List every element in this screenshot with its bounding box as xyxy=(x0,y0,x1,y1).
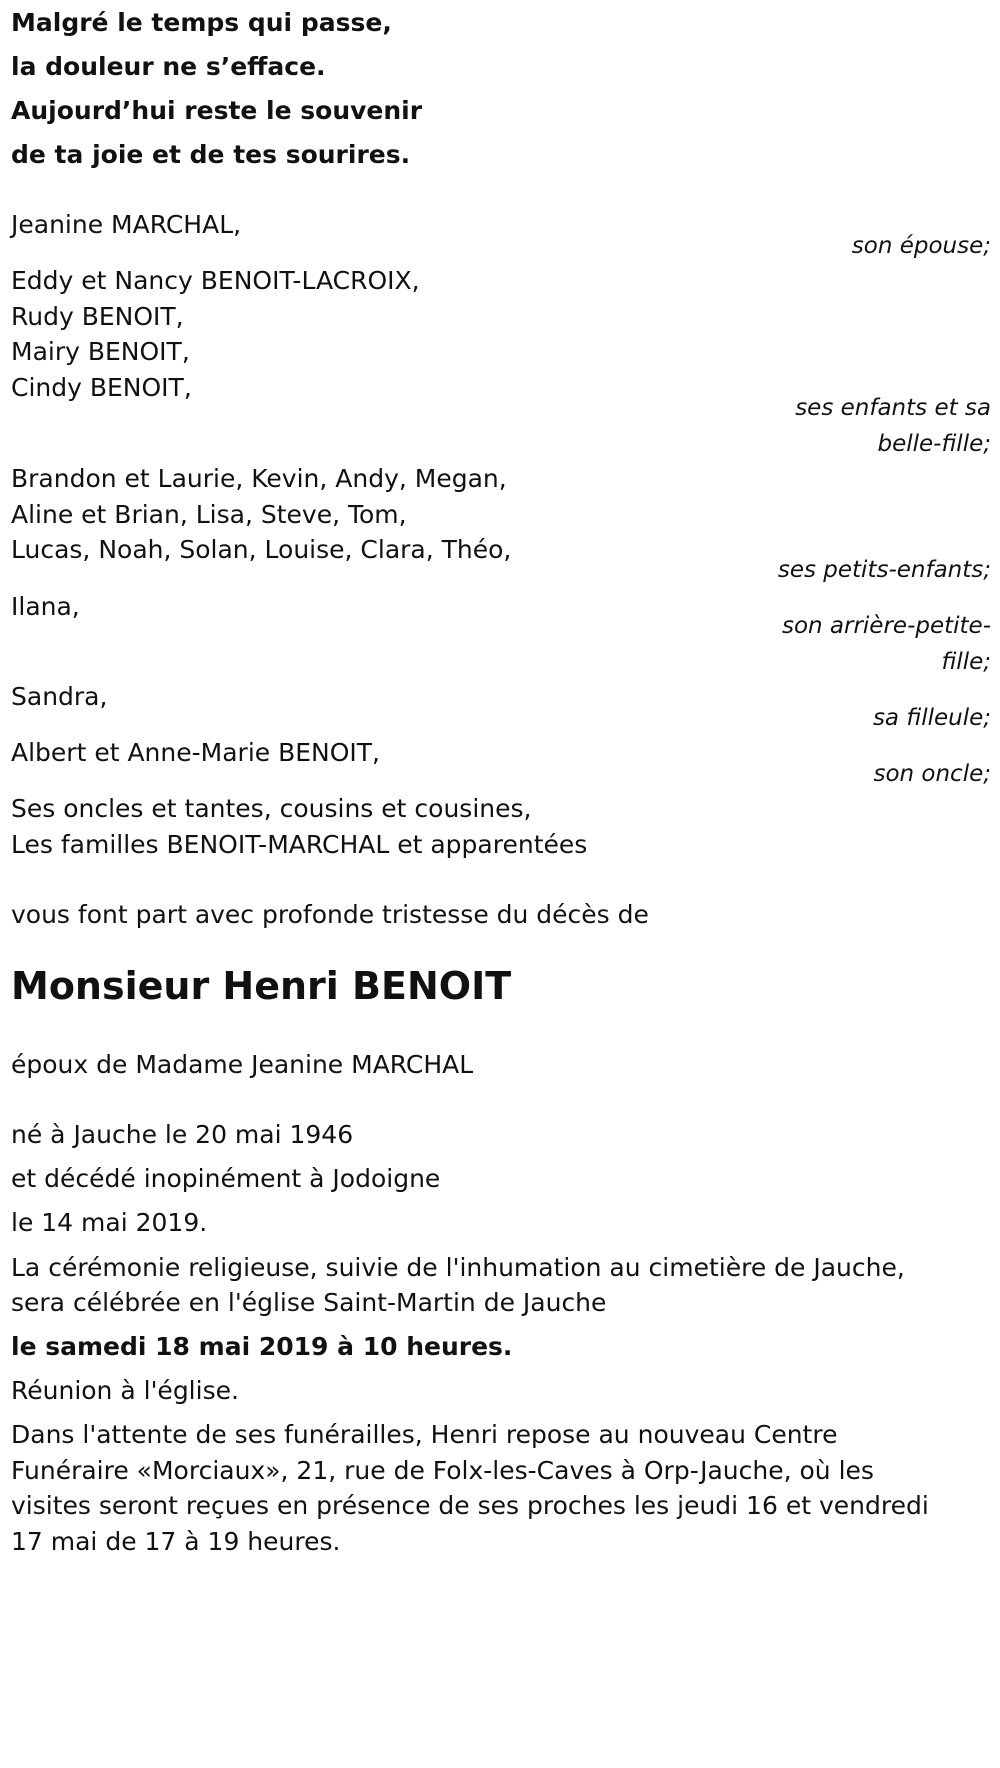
grandchildren-line: Aline et Brian, Lisa, Steve, Tom, xyxy=(11,500,407,529)
ceremony-line: sera célébrée en l'église Saint-Martin de Jauche xyxy=(11,1288,607,1317)
great-grandchild-name: Ilana, xyxy=(11,592,80,621)
children-role: ses enfants et sa xyxy=(795,395,991,421)
date-line: né à Jauche le 20 mai 1946 xyxy=(11,1120,354,1149)
child-name: Cindy BENOIT, xyxy=(11,373,192,402)
others-line: Les familles BENOIT-MARCHAL et apparentées xyxy=(11,830,588,859)
great-grandchild-role: son arrière-petite- xyxy=(781,613,991,639)
ceremony-line: La cérémonie religieuse, suivie de l'inhumation au cimetière de Jauche, xyxy=(11,1253,905,1282)
visits-line: 17 mai de 17 à 19 heures. xyxy=(11,1527,341,1556)
visits-line: visites seront reçues en présence de ses proches les jeudi 16 et vendredi xyxy=(11,1491,929,1520)
spouse-name: Jeanine MARCHAL, xyxy=(11,210,242,239)
goddaughter-role: sa filleule; xyxy=(872,705,991,731)
child-name: Rudy BENOIT, xyxy=(11,302,184,331)
visits-line: Dans l'attente de ses funérailles, Henri repose au nouveau Centre xyxy=(11,1420,838,1449)
spouse-role: son épouse; xyxy=(851,233,991,259)
uncle-name: Albert et Anne-Marie BENOIT, xyxy=(11,738,381,767)
meeting-line: Réunion à l'église. xyxy=(11,1376,239,1405)
children-role: belle-fille; xyxy=(877,431,991,457)
visits-line: Funéraire «Morciaux», 21, rue de Folx-les-Caves à Orp-Jauche, où les xyxy=(11,1456,874,1485)
uncle-role: son oncle; xyxy=(873,761,991,787)
poem-line: Malgré le temps qui passe, xyxy=(11,8,392,37)
date-line: le 14 mai 2019. xyxy=(11,1208,208,1237)
spouse-line: époux de Madame Jeanine MARCHAL xyxy=(11,1050,474,1079)
deceased-name: Monsieur Henri BENOIT xyxy=(11,964,512,1008)
child-name: Eddy et Nancy BENOIT-LACROIX, xyxy=(11,266,420,295)
child-name: Mairy BENOIT, xyxy=(11,337,190,366)
others-line: Ses oncles et tantes, cousins et cousines, xyxy=(11,794,532,823)
great-grandchild-role: fille; xyxy=(941,649,991,675)
grandchildren-role: ses petits-enfants; xyxy=(777,557,991,583)
date-line: et décédé inopinément à Jodoigne xyxy=(11,1164,441,1193)
announcement: vous font part avec profonde tristesse du décès de xyxy=(11,900,649,929)
poem-line: Aujourd’hui reste le souvenir xyxy=(11,96,423,125)
poem-line: la douleur ne s’efface. xyxy=(11,52,326,81)
ceremony-time: le samedi 18 mai 2019 à 10 heures. xyxy=(11,1332,513,1361)
poem-line: de ta joie et de tes sourires. xyxy=(11,140,411,169)
grandchildren-line: Lucas, Noah, Solan, Louise, Clara, Théo, xyxy=(11,535,512,564)
grandchildren-line: Brandon et Laurie, Kevin, Andy, Megan, xyxy=(11,464,507,493)
goddaughter-name: Sandra, xyxy=(11,682,108,711)
